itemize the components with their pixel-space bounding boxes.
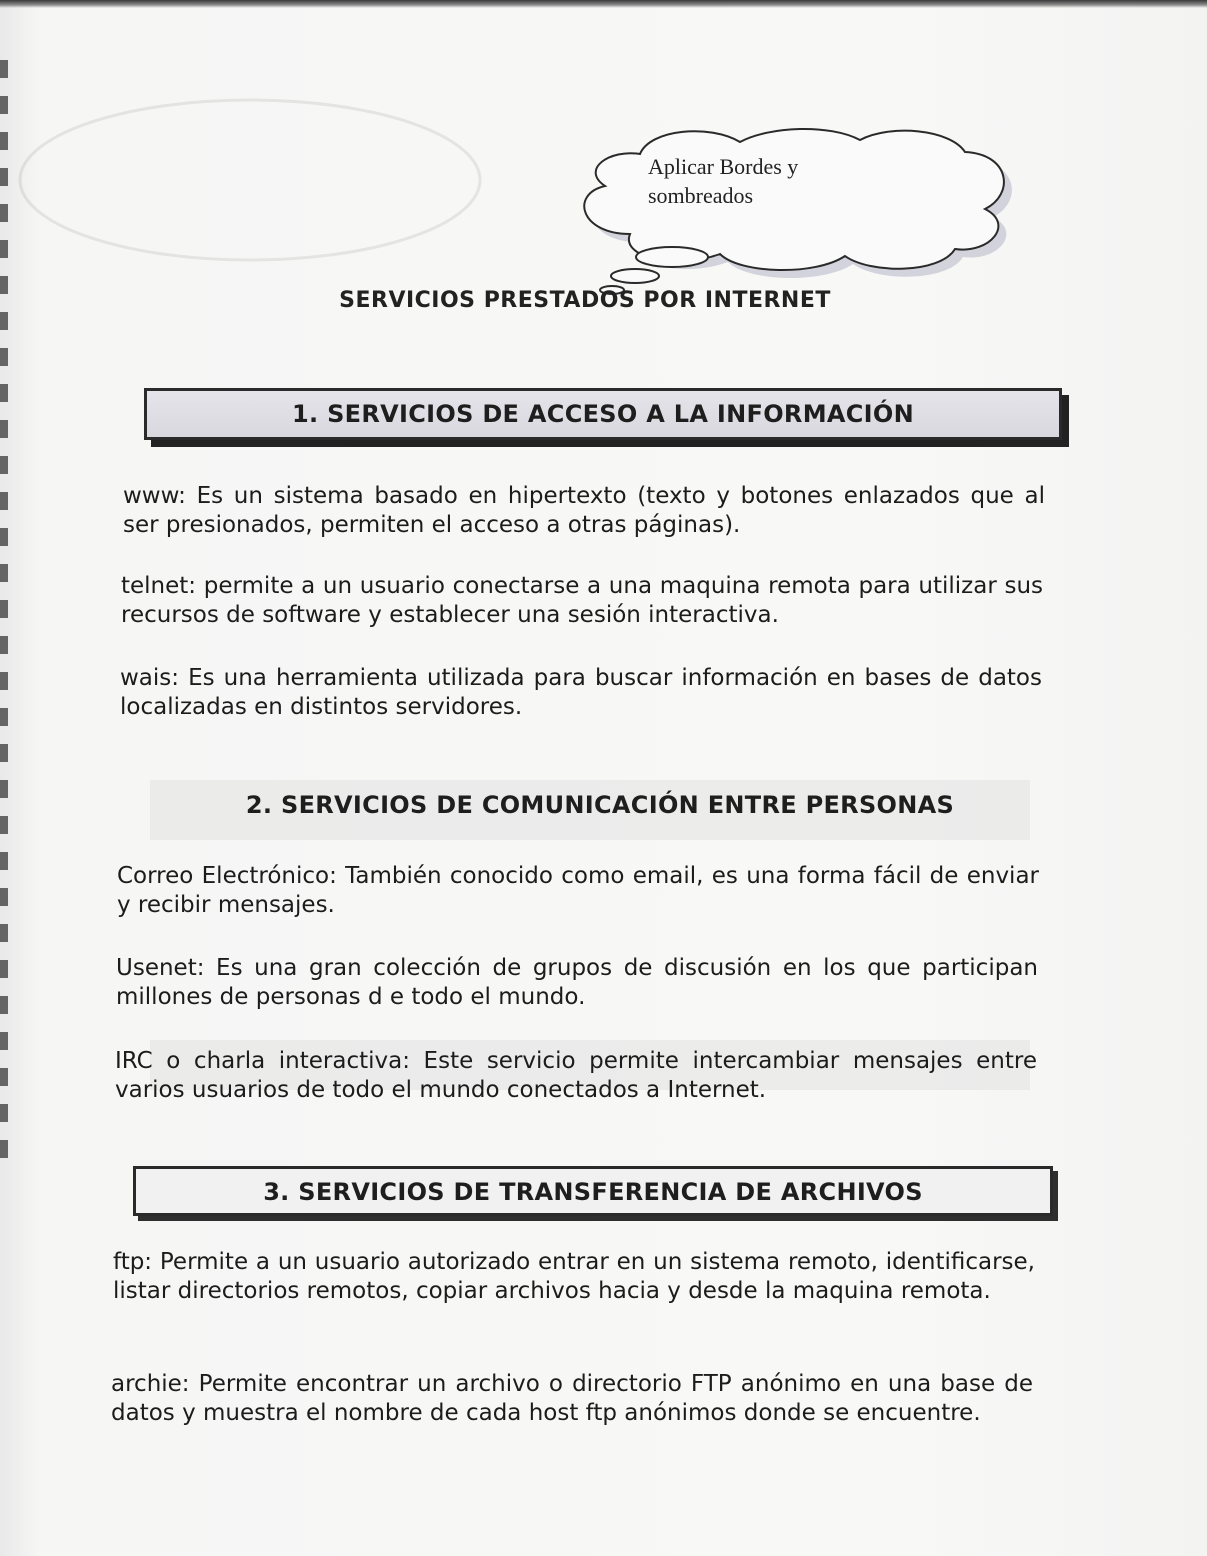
section-3-header-box (133, 1166, 1053, 1216)
paragraph-correo: Correo Electrónico: También conocido como email, es una forma fácil de enviar y recibir mensajes. (117, 863, 1039, 918)
thought-cloud-callout (570, 124, 1030, 304)
paragraph-telnet: telnet: permite a un usuario conectarse a una maquina remota para utilizar sus recursos de software y establecer una sesión interactiva. (121, 573, 1043, 628)
page-title: SERVICIOS PRESTADOS POR INTERNET (339, 288, 831, 313)
section-2-heading: 2. SERVICIOS DE COMUNICACIÓN ENTRE PERSONAS (245, 791, 955, 819)
paragraph-archie: archie: Permite encontrar un archivo o directorio FTP anónimo en una base de datos y muestra el nombre de cada host ftp anónimos donde se encuentre. (111, 1371, 1033, 1426)
paragraph-wais: wais: Es una herramienta utilizada para buscar información en bases de datos localizadas en distintos servidores. (120, 665, 1042, 720)
section-3-heading: 3. SERVICIOS DE TRANSFERENCIA DE ARCHIVOS (263, 1178, 923, 1206)
paragraph-usenet: Usenet: Es una gran colección de grupos de discusión en los que participan millones de personas d e todo el mundo. (116, 955, 1038, 1010)
binding-holes (0, 60, 8, 1160)
page-top-shadow (0, 0, 1207, 8)
paragraph-www: www: Es un sistema basado en hipertexto (texto y botones enlazados que al ser presionados, permiten el acceso a otras páginas). (123, 483, 1045, 538)
paragraph-irc: IRC o charla interactiva: Este servicio permite intercambiar mensajes entre varios usuarios de todo el mundo conectados a Internet. (115, 1048, 1037, 1103)
section-1-header-box (144, 388, 1062, 440)
cloud-shape (570, 124, 1030, 304)
section-1-heading: 1. SERVICIOS DE ACCESO A LA INFORMACIÓN (292, 400, 914, 428)
paragraph-ftp: ftp: Permite a un usuario autorizado entrar en un sistema remoto, identificarse, listar directorios remotos, copiar archivos hacia y desde la maquina remota. (113, 1249, 1035, 1304)
callout-text: Aplicar Bordes y sombreados (648, 154, 799, 208)
bleed-through-bubble (10, 90, 490, 290)
